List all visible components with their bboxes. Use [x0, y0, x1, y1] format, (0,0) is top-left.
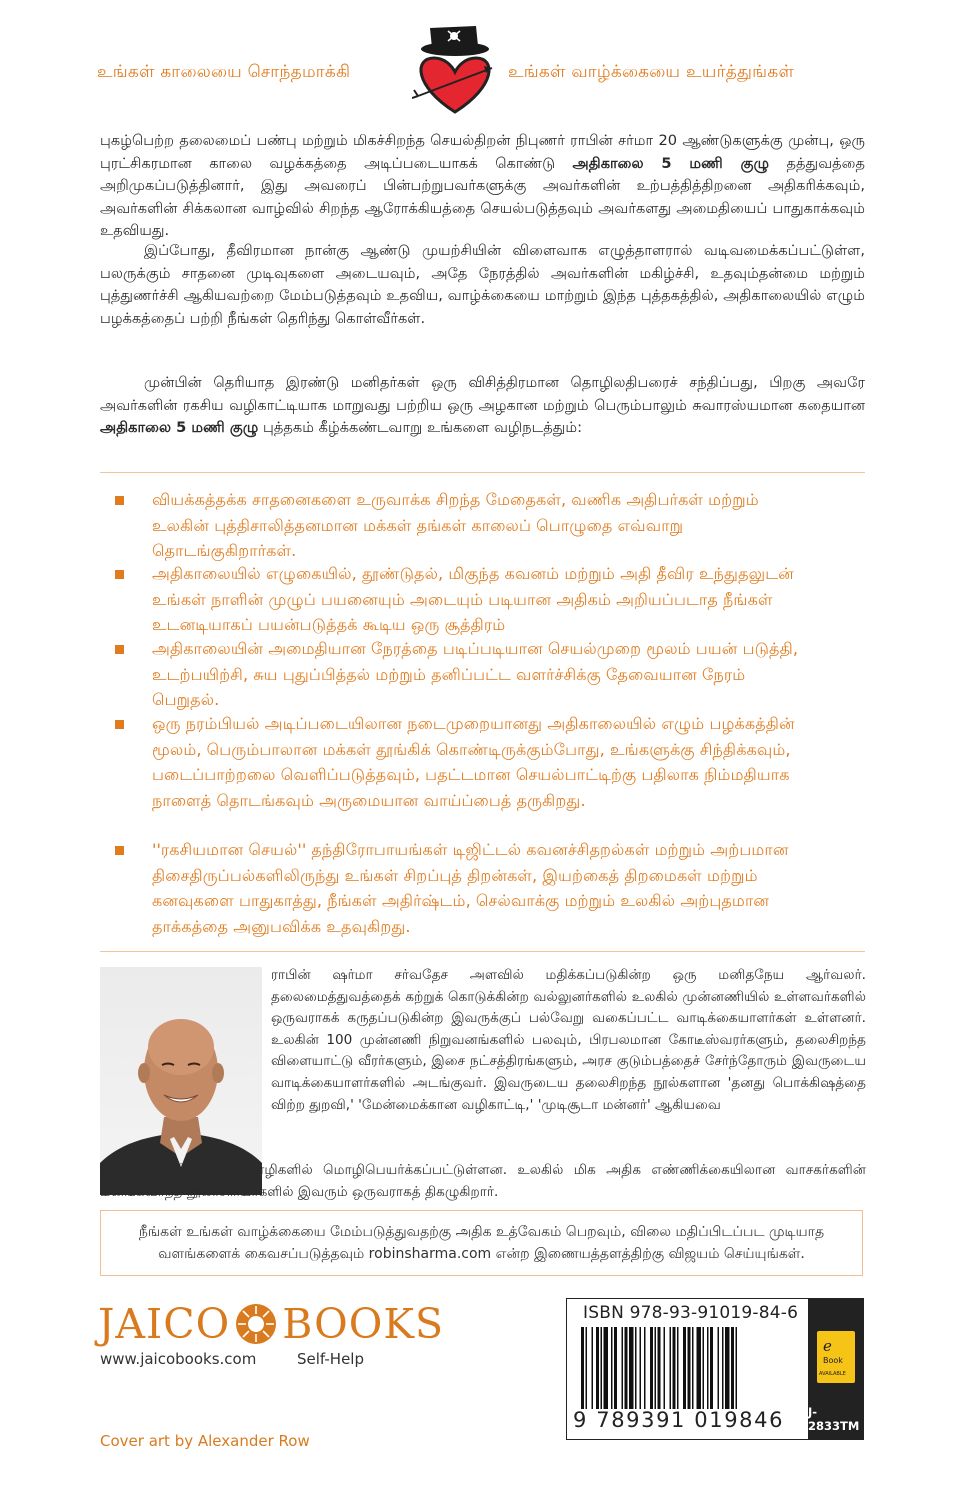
benefit-item — [115, 561, 815, 638]
heart-top-hat-emblem-icon — [412, 26, 500, 118]
bullet-square-icon — [115, 645, 124, 654]
ebook-badge-e: e — [823, 1337, 832, 1355]
website-promo-box — [100, 1210, 863, 1276]
benefits-list — [100, 472, 865, 952]
ebook-available-badge — [817, 1331, 855, 1383]
author-bio — [271, 965, 866, 1116]
bullet-square-icon — [115, 846, 124, 855]
tagline-left: உங்கள் காலையை சொந்தமாக்கி — [97, 62, 351, 82]
intro-paragraph-3 — [100, 372, 865, 440]
ebook-strip — [808, 1299, 863, 1439]
bullet-square-icon — [115, 570, 124, 579]
publisher-logo-word-1: JAICO — [98, 1300, 231, 1348]
intro-paragraph-1 — [100, 130, 865, 243]
publisher-website: www.jaicobooks.com — [100, 1350, 257, 1368]
intro-p3-text-b: புத்தகம் கீழ்க்கண்டவாறு உங்களை வழிநடத்தும்: — [263, 419, 583, 436]
benefit-text: ''ரகசியமான செயல்'' தந்திரோபாயங்கள் டிஜிட்டல் கவனச்சிதறல்கள் மற்றும் அற்பமான திசைதிருப்பல்களிலிருந்து உங்கள் சிறப்புத் திறன்கள், இயற்கைத் திறமைகள் மற்றும் கனவுகளை பாதுகாத்து, நீங்கள் அதிர்ஷ்டம், செல்வாக்கு மற்றும் உலகில் அற்புதமான தாக்கத்தை அனுபவிக்க உதவுகிறது. — [152, 840, 789, 936]
publisher-logo — [98, 1300, 444, 1348]
intro-p1-book-title: அதிகாலை 5 மணி குழு — [572, 154, 770, 172]
benefit-text: அதிகாலையின் அமைதியான நேரத்தை படிப்படியான செயல்முறை மூலம் பயன் படுத்தி, உடற்பயிற்சி, சுய புதுப்பித்தல் மற்றும் தனிப்பட்ட வளர்ச்சிக்கு தேவையான நேரம் பெறுதல். — [152, 639, 799, 709]
barcode-digits: 9 789391 019846 — [573, 1408, 785, 1432]
isbn-text: ISBN 978-93-91019-84-6 — [583, 1303, 799, 1323]
benefit-item — [115, 487, 815, 564]
barcode-box — [566, 1298, 864, 1440]
ebook-badge-book: Book — [823, 1356, 843, 1365]
benefit-text: வியக்கத்தக்க சாதனைகளை உருவாக்க சிறந்த மேதைகள், வணிக அதிபர்கள் மற்றும் உலகின் புத்திசாலித்தனமான மக்கள் தங்கள் காலைப் பொழுதை எவ்வாறு தொடங்குகிறார்கள். — [152, 490, 759, 560]
promo-line-1: நீங்கள் உங்கள் வாழ்க்கையை மேம்படுத்துவதற்கு அதிக உத்வேகம் பெறவும், விலை மதிப்பிடப்பட முடியாத — [138, 1224, 825, 1240]
intro-p3-book-title: அதிகாலை 5 மணி குழு — [100, 419, 259, 436]
author-bio-continued: 92க்கும் அதிகமான மொழிகளில் மொழிபெயர்க்கப்பட்டுள்ளன. உலகில் மிக அதிக எண்ணிக்கையிலான வாசகர்களின் மனங்கவர்ந்த நூலாசிரியர்களில் இவரும் ஒருவராகத் திகழுகிறார். — [100, 1162, 866, 1200]
benefit-item — [115, 711, 815, 813]
promo-line-2: வளங்களைக் கைவசப்படுத்தவும் robinsharma.com என்ற இணையத்தளத்திற்கு விஜயம் செய்யுங்கள். — [158, 1246, 805, 1262]
author-bio-text: சர்வதேச அளவில் மதிக்கப்படுகின்ற ஒரு மனிதநேய ஆர்வலர். தலைமைத்துவத்தைக் கற்றுக் கொடுக்கின்ற வல்லுனர்களில் உலகில் முன்னணியில் உள்ளவர்களில் ஒருவராகக் கருதப்படுகின்ற இவருக்குப் பல்வேறு வகைப்பட்ட வாடிக்கையாளர்கள் உள்ளனர். உலகின் 100 முன்னணி நிறுவனங்களில் பலவும், பிரபலமான கோடீஸ்வரர்களும், தலைசிறந்த விளையாட்டு வீரர்களும், இசை நட்சத்திரங்களும், அரச குடும்பத்தைச் சேர்ந்தோரும் இவருடைய வாடிக்கையாளர்களில் அடங்குவர். இவருடைய தலைசிறந்த நூல்களான 'தனது பொக்கிஷத்தை விற்ற துறவி,' 'மேன்மைக்கான வழிகாட்டி,' 'முடிசூடா மன்னர்' ஆகியவை — [271, 967, 867, 1113]
tagline-right: உங்கள் வாழ்க்கையை உயர்த்துங்கள் — [508, 62, 795, 82]
intro-p1-text-a: புகழ்பெற்ற தலைமைப் பண்பு மற்றும் மிகச்சிறந்த செயல்திறன் நிபுணர் ராபின் சர்மா 20 ஆண்டுகளுக்கு முன்பு, ஒரு புரட்சிகரமான காலை வழக்கத்தை அடிப்படையாகக் கொண்டு — [100, 132, 865, 172]
publisher-logo-word-2: BOOKS — [282, 1300, 445, 1348]
intro-p3-text-a: முன்பின் தெரியாத இரண்டு மனிதர்கள் ஒரு விசித்திரமான தொழிலதிபரைச் சந்திப்பது, பிறகு அவரே அவர்களின் ரகசிய வழிகாட்டியாக மாறுவது பற்றிய ஒரு அழகான மற்றும் பெரும்பாலும் சுவாரஸ்யமான கதையான — [100, 374, 865, 414]
benefit-text: அதிகாலையில் எழுகையில், தூண்டுதல், மிகுந்த கவனம் மற்றும் அதி தீவிர உந்துதலுடன் உங்கள் நாளின் முழுப் பயனையும் அடையும் படியான அதிகம் அறியப்படாத நீங்கள் உடனடியாகப் பயன்படுத்தக் கூடிய ஒரு சூத்திரம் — [152, 564, 794, 634]
intro-p1-text-b: தத்துவத்தை அறிமுகப்படுத்தினார், இது அவரைப் பின்பற்றுபவர்களுக்கு அவர்களின் உற்பத்தித்திறனை அதிகரிக்கவும், அவர்களின் சிக்கலான வாழ்வில் சிறந்த ஆரோக்கியத்தை செயல்படுத்தவும் அவர்களது அமைதியைப் பாதுகாக்கவும் உதவியது. — [100, 154, 866, 239]
bullet-square-icon — [115, 720, 124, 729]
barcode-bars — [577, 1327, 799, 1409]
ebook-badge-available: AVAILABLE — [819, 1371, 846, 1377]
bullet-square-icon — [115, 496, 124, 505]
benefit-item — [115, 837, 815, 939]
benefit-item — [115, 636, 815, 713]
sun-logo-icon — [235, 1303, 277, 1345]
author-name: ராபின் ஷர்மா — [271, 967, 373, 983]
catalog-code: J-2833TM — [808, 1405, 860, 1433]
genre-label: Self-Help — [297, 1350, 364, 1368]
benefit-text: ஒரு நரம்பியல் அடிப்படையிலான நடைமுறையானது அதிகாலையில் எழும் பழக்கத்தின் மூலம், பெரும்பாலான மக்கள் தூங்கிக் கொண்டிருக்கும்போது, உங்களுக்கு சிந்திக்கவும், படைப்பாற்றலை வெளிப்படுத்தவும், பதட்டமான செயல்பாட்டிற்கு பதிலாக நிம்மதியாக நாளைத் தொடங்கவும் அருமையான வாய்ப்பைத் தருகிறது. — [152, 714, 795, 810]
cover-art-credit: Cover art by Alexander Row — [100, 1432, 310, 1450]
intro-paragraph-2: இப்போது, தீவிரமான நான்கு ஆண்டு முயற்சியின் விளைவாக எழுத்தாளரால் வடிவமைக்கப்பட்டுள்ள, பலருக்கும் சாதனை முடிவுகளை அடையவும், அதே நேரத்தில் அவர்களின் மகிழ்ச்சி, உதவும்தன்மை மற்றும் புத்துணர்ச்சி ஆகியவற்றை மேம்படுத்தவும் உதவிய, வாழ்க்கையை மாற்றும் இந்த புத்தகத்தில், அதிகாலையில் எழும் பழக்கத்தைப் பற்றி நீங்கள் தெரிந்து கொள்வீர்கள். — [100, 242, 865, 327]
